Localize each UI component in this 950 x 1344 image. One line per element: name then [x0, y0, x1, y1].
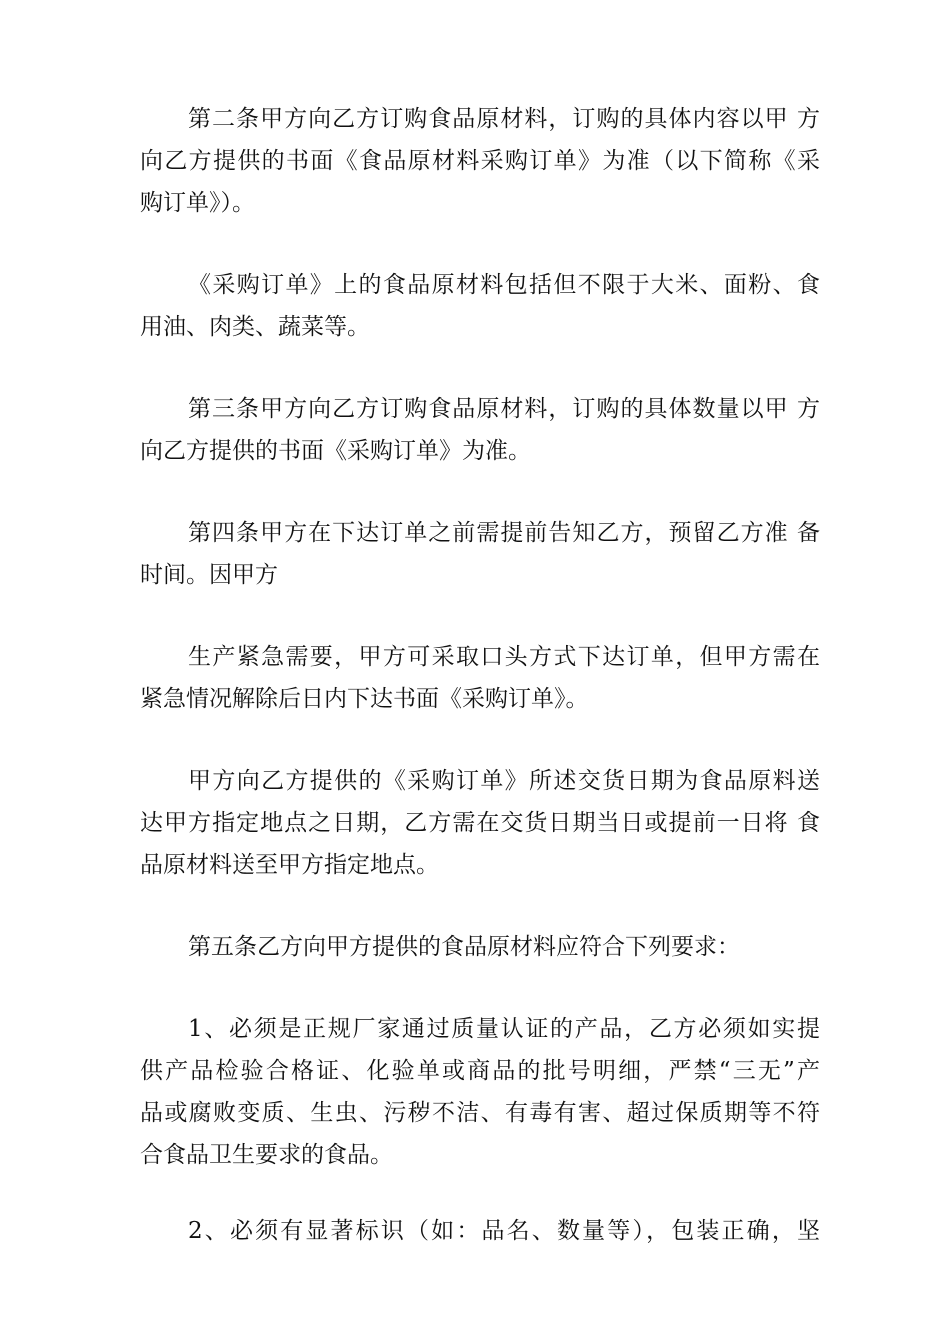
- text-line: 品原材料送至甲方指定地点。: [140, 852, 439, 878]
- paragraph-delivery-date: [140, 760, 820, 886]
- text-line: 供产品检验合格证、化验单或商品的批号明细，严禁“三无”产: [140, 1058, 820, 1084]
- text-line: 第五条乙方向甲方提供的食品原材料应符合下列要求：: [188, 934, 740, 960]
- text-line: 1、必须是正规厂家通过质量认证的产品，乙方必须如实提: [188, 1016, 820, 1042]
- text-line: 购订单》）。: [140, 190, 255, 216]
- paragraph-article-3: [140, 388, 820, 472]
- text-line: 第四条甲方在下达订单之前需提前告知乙方，预留乙方准 备: [188, 520, 820, 546]
- paragraph-order-items: [140, 264, 820, 348]
- text-line: 紧急情况解除后日内下达书面《采购订单》。: [140, 686, 589, 712]
- paragraph-requirement-1: [140, 1008, 820, 1176]
- paragraph-article-4: [140, 512, 820, 596]
- text-line: 向乙方提供的书面《食品原材料采购订单》为准（以下简称《采: [140, 148, 820, 174]
- paragraph-urgent-order: [140, 636, 820, 720]
- text-line: 达甲方指定地点之日期，乙方需在交货日期当日或提前一日将 食: [140, 810, 820, 836]
- paragraph-article-5: [140, 926, 820, 968]
- text-line: 向乙方提供的书面《采购订单》为准。: [140, 438, 531, 464]
- text-line: 第三条甲方向乙方订购食品原材料，订购的具体数量以甲 方: [188, 396, 820, 422]
- text-line: 时间。因甲方: [140, 562, 278, 588]
- text-line: 用油、肉类、蔬菜等。: [140, 314, 370, 340]
- paragraph-article-2: [140, 98, 820, 224]
- text-line: 第二条甲方向乙方订购食品原材料，订购的具体内容以甲 方: [188, 106, 820, 132]
- text-line: 2、必须有显著标识（如：品名、数量等），包装正确，坚: [188, 1218, 820, 1244]
- text-line: 品或腐败变质、生虫、污秽不洁、有毒有害、超过保质期等不符: [140, 1100, 820, 1126]
- text-line: 甲方向乙方提供的《采购订单》所述交货日期为食品原料送: [188, 768, 820, 794]
- document-body: [140, 98, 820, 1252]
- text-line: 生产紧急需要，甲方可采取口头方式下达订单，但甲方需在: [188, 644, 820, 670]
- text-line: 《采购订单》上的食品原材料包括但不限于大米、面粉、食: [188, 272, 820, 298]
- paragraph-requirement-2: [140, 1210, 820, 1252]
- text-line: 合食品卫生要求的食品。: [140, 1142, 393, 1168]
